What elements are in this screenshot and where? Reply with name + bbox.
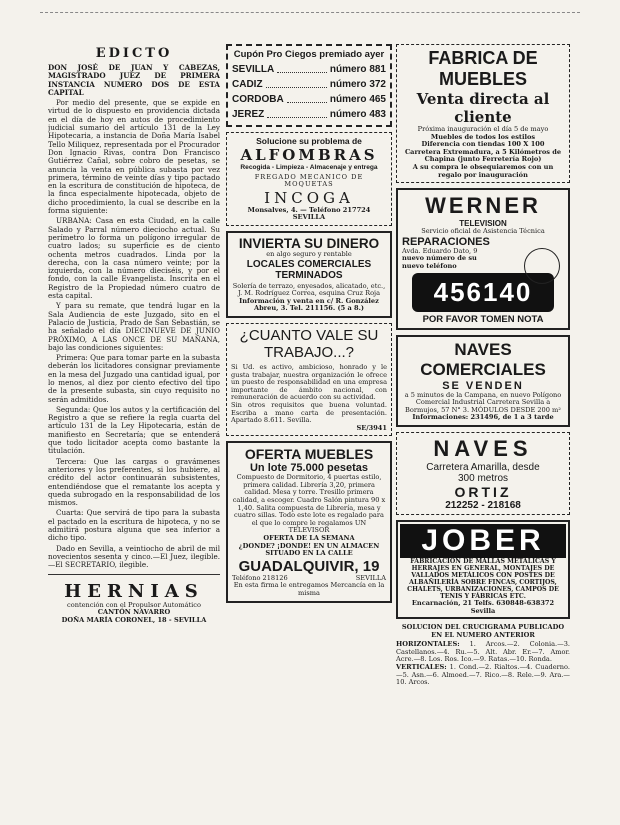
- naves2-phones: 212252 - 218168: [445, 499, 521, 511]
- oferta-semana: OFERTA DE LA SEMANA: [263, 534, 355, 543]
- cupon-city: SEVILLA: [232, 64, 275, 75]
- trabajo-body: Si Ud. es activo, ambicioso, honrado y le gusta trabajar, nuestra organización le ofrece un puesto de responsabilidad en una empresa importante de ámbito nacional, con remuneración de acuerdo con su actividad.: [231, 362, 387, 402]
- column-right: [396, 44, 570, 814]
- invierta-sub: en algo seguro y rentable: [266, 249, 352, 258]
- hernias-line: contención con el Propulsor Automático: [67, 600, 201, 609]
- edicto-paragraph: Tercera: Que las cargas o gravámenes anteriores y los preferentes, si los hubiere, al crédito del actor continuarán subsistentes, entendiéndose que el rematante los acepta y queda subrogado en la responsabilidad de los mismos.: [48, 456, 220, 508]
- cupon-city: CADIZ: [232, 79, 263, 90]
- crucigrama-h-label: HORIZONTALES:: [396, 640, 460, 649]
- trabajo-ad: [226, 323, 392, 436]
- edicto-paragraph: URBANA: Casa en esta Ciudad, en la calle Salado y Parral número dieciocho actual. Su perímetro lo forma un polígono irregular de cuatro lados; su superficie es de ciento ochenta metros cuadrados. Linda por la derecha, con la casa número veinte; por la izquierda, con la número dieciséis, y por el fondo, con la calle Evangelista. Inscrita en el Registro de la Propiedad número cuatro de esta capital.: [48, 216, 220, 301]
- werner-tomen: POR FAVOR TOMEN NOTA: [422, 313, 544, 325]
- naves2-name: ORTIZ: [454, 483, 512, 500]
- invierta-locales: LOCALES COMERCIALES TERMINADOS: [246, 258, 372, 281]
- alfombras-intro: Solucione su problema de: [256, 136, 362, 146]
- telephone-dial-icon: [524, 248, 560, 284]
- fabrica-line: Carretera Extremadura, a 5 Kilómetros de Chapina (junto Ferretería Rojo): [404, 147, 562, 164]
- naves2-line1: Carretera Amarilla, desde: [426, 461, 540, 473]
- fabrica-inaug: Próxima inauguración el día 5 de mayo: [417, 125, 549, 133]
- edicto-title: EDICTO: [95, 46, 173, 61]
- naves2-line2: 300 metros: [457, 472, 509, 484]
- alfombras-services: Recogida - Limpieza - Almacenaje y entrega: [240, 164, 378, 171]
- alfombras-title: ALFOMBRAS: [240, 146, 378, 164]
- crucigrama-horizontales: [396, 641, 570, 664]
- crucigrama-verticales: [396, 664, 570, 687]
- naves-sub: SE VENDEN: [442, 379, 524, 392]
- invierta-ad: [226, 231, 392, 318]
- jober-address: Encarnación, 21 Telfs. 630848-638372 Sevilla: [411, 598, 555, 615]
- werner-phone: 456140: [412, 273, 554, 312]
- cupon-label: número: [329, 94, 367, 105]
- trabajo-ref: SE/3941: [356, 423, 387, 432]
- divider: [48, 574, 220, 575]
- cupon-label: número: [329, 79, 367, 90]
- fabrica-muebles-ad: [396, 44, 570, 183]
- jober-body: FABRICACIÓN DE MALLAS METÁLICAS Y HERRAJES EN GENERAL, MONTAJES DE VALLADOS METÁLICOS CON POSTES DE ALBAÑILERÍA SOBRE FINCAS, CORTIJOS, CHALETS, URBANIZACIONES, CAMPOS DE TENIS Y FÁBRICAS ETC.: [407, 557, 559, 600]
- naves-comerciales-ad: [396, 335, 570, 427]
- trabajo-body2: Sin otros requisitos que buena voluntad. Escriba a mano carta de presentación. Apartado 8.611. Sevilla.: [231, 400, 387, 425]
- edicto-paragraph: Dado en Sevilla, a veintiocho de abril de mil novecientos sesenta y cinco.—El Juez, ilegible.—El SECRETARIO, ilegible.: [48, 543, 220, 570]
- crucigrama-v-text: 1. Cond.—2. Rialtos.—4. Cuaderno.—5. Asn.—6. Almoed.—7. Rico.—8. Rele.—9. Ara.—10. Arcos.: [396, 663, 570, 687]
- oferta-donde: ¿DONDE? ¡DONDE! EN UN ALMACEN SITUADO EN LA CALLE: [238, 541, 380, 558]
- invierta-body: Solería de terrazo, enyesados, alicatado, etc., J. M. Rodríguez Correa, esquina Cruz Roja: [232, 281, 386, 298]
- oferta-muebles-ad: [226, 441, 392, 602]
- hernias-title: HERNIAS: [64, 580, 204, 602]
- column-edicto: [48, 44, 220, 814]
- alfombras-fregado: FREGADO MECANICO DE MOQUETAS: [254, 172, 364, 189]
- cupon-row: [232, 92, 386, 107]
- edicto-paragraph: Primera: Que para tomar parte en la subasta deberán los licitadores consignar previamente en la mesa del Juzgado una cantidad igual, por lo menos, al diez por ciento efectivo del tipo de la presente subasta, sin cuyo requisito no serán admitidos.: [48, 353, 220, 404]
- oferta-body: Compuesto de Dormitorio, 4 puertas estilo, primera calidad. Librería 3,20, primera calidad. Mesa y torre. Tresillo primera calidad, a escoger. Cuadro Salón pintura 90 x 1,40. Salita compuesta de Librería, mesa y cuatro sillas. Todo este lote es regalado para el que lo compre le regalamos UN TELEVISOR: [232, 473, 386, 535]
- naves-body: a 5 minutos de la Campana, en nuevo Polígono Comercial Industrial Carretera Sevilla a Bormujos, 57 N° 3. MÓDULOS DESDE 200 m²: [404, 390, 562, 414]
- oferta-title: OFERTA MUEBLES: [244, 446, 374, 463]
- hernias-address: DOÑA MARÍA CORONEL, 18 - SEVILLA: [61, 615, 207, 624]
- werner-ad: [396, 188, 570, 329]
- jober-ad: [396, 520, 570, 619]
- cupon-title: Cupón Pro Ciegos premiado ayer: [233, 49, 385, 60]
- fabrica-line: Diferencia con tiendas 100 X 100: [421, 140, 545, 149]
- werner-address: Avda. Eduardo Dato, 9: [402, 246, 478, 255]
- cupon-ciegos-ad: [226, 44, 392, 127]
- fabrica-line: A su compra le obsequiaremos con un regalo por inauguración: [412, 162, 554, 179]
- cupon-label: número: [329, 109, 367, 120]
- crucigrama-v-label: VERTICALES:: [396, 663, 447, 672]
- fabrica-title: FABRICA DE MUEBLES: [428, 48, 538, 89]
- cupon-city: JEREZ: [232, 109, 265, 120]
- oferta-lote: Un lote 75.000 pesetas: [249, 462, 368, 475]
- cupon-number: 372: [369, 79, 386, 90]
- oferta-street: GUADALQUIVIR, 19: [238, 557, 380, 575]
- oferta-city: SEVILLA: [355, 573, 386, 582]
- cupon-row: [232, 107, 386, 122]
- column-middle: [226, 44, 392, 814]
- crucigrama-title: SOLUCION DEL CRUCIGRAMA PUBLICADO EN EL NUMERO ANTERIOR: [401, 623, 565, 639]
- alfombras-city: SEVILLA: [292, 213, 326, 222]
- edicto-paragraph: Por medio del presente, que se expide en virtud de lo dispuesto en providencia dictada en el día de hoy en autos de procedimiento judicial sumario del artículo 131 de la Ley Hipotecaria, a instancia de Doña María Isabel Tello Miliquez, representada por el Procurador Don Ignacio Rivas, contra Don Francisco Gutiérrez Cañal, sobre cobro de pesetas, se anuncia la venta en pública subasta por vez primera, término de veinte días y tipo pactado en la escritura de constitución de hipoteca, de la finca especialmente hipotecada, objeto de dicho procedimiento, la cual se describe en la forma siguiente:: [48, 98, 220, 216]
- invierta-info: Información y venta en c/ R. González Abreu, 3. Tel. 211156. (5 a 8.): [239, 296, 379, 313]
- naves-title: NAVES COMERCIALES: [420, 339, 546, 379]
- jober-logo: JOBER: [400, 524, 566, 558]
- hernias-line: CANTÓN NAVARRO: [97, 608, 171, 617]
- naves2-title: NAVES: [433, 435, 533, 461]
- werner-service: Servicio oficial de Asistencia Técnica: [421, 227, 545, 236]
- alfombras-brand: INCOGA: [264, 188, 354, 207]
- invierta-title: INVIERTA SU DINERO: [238, 235, 380, 251]
- naves-info: Informaciones: 231496, de 1 a 3 tarde: [412, 413, 554, 422]
- crucigrama-h-text: 1. Arcos.—2. Colonia.—3. Castellanos.—4. Ru.—5. Alt. Abr. Er.—7. Amor. Acre.—8. Los. Ros. Ico.—9. Ratas.—10. Ronda.: [396, 640, 570, 664]
- cupon-row: [232, 62, 386, 77]
- werner-title: WERNER: [425, 193, 541, 219]
- oferta-note: En esta firma le entregamos Mercancía en la misma: [233, 581, 385, 597]
- werner-rep: REPARACIONES: [402, 235, 490, 248]
- edicto-paragraph: Cuarta: Que servirá de tipo para la subasta el pactado en la escritura de hipoteca, y no se admitirá postura alguna que sea inferior a dicho tipo.: [48, 508, 220, 543]
- cupon-number: 881: [369, 64, 386, 75]
- oferta-phone: Teléfono 218126: [232, 573, 288, 582]
- fabrica-sub: Venta directa al cliente: [416, 90, 550, 126]
- edicto-paragraph: Y para su remate, que tendrá lugar en la Sala Audiencia de este Juzgado, sito en el Palacio de Justicia, Prado de San Sebastián, se ha señalado el día DIECINUEVE DE JUNIO PRÓXIMO, A LAS ONCE DE SU MAÑANA, bajo las condiciones siguientes:: [48, 301, 220, 352]
- alfombras-address: Monsalves, 4. — Teléfono 217724: [247, 205, 371, 214]
- fabrica-line: Muebles de todos los estilos: [430, 132, 536, 141]
- trabajo-title: ¿CUANTO VALE SU TRABAJO...?: [239, 326, 379, 361]
- top-rule: [40, 12, 580, 13]
- edicto-paragraph: Segunda: Que los autos y la certificación del Registro a que se refiere la regla cuarta del artículo 131 de la Ley Hipotecaria, están de manifiesto en Secretaría; que se entenderá que todo licitador acepta como bastante la titulación.: [48, 404, 220, 456]
- edicto-heading: DON JOSÉ DE JUAN Y CABEZAS, MAGISTRADO JUEZ DE PRIMERA INSTANCIA NUMERO DOS DE ESTA CAPITAL: [48, 63, 220, 97]
- naves-ortiz-ad: [396, 432, 570, 515]
- cupon-number: 465: [369, 94, 386, 105]
- werner-sub: TELEVISION: [459, 219, 507, 229]
- cupon-number: 483: [369, 109, 386, 120]
- cupon-row: [232, 77, 386, 92]
- crucigrama-solution: [396, 624, 570, 687]
- werner-nuevo: nuevo número de su nuevo teléfono: [402, 254, 477, 270]
- cupon-city: CORDOBA: [232, 94, 284, 105]
- cupon-label: número: [329, 64, 367, 75]
- alfombras-ad: [226, 132, 392, 226]
